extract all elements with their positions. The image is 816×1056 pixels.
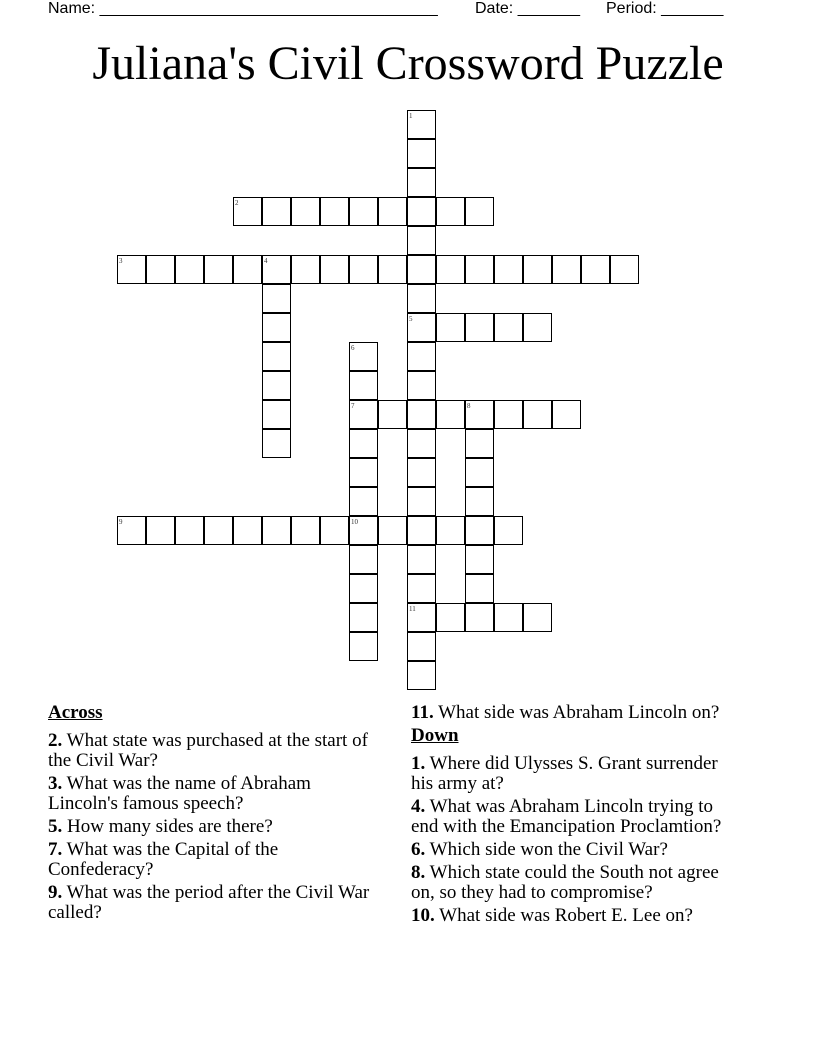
clues-right-column xyxy=(411,703,741,929)
clues-left-column xyxy=(48,703,378,926)
grid-cell[interactable] xyxy=(146,516,175,545)
grid-cell[interactable] xyxy=(465,487,494,516)
grid-cell[interactable] xyxy=(349,545,378,574)
grid-cell[interactable] xyxy=(407,661,436,690)
grid-cell[interactable] xyxy=(407,168,436,197)
clue-down-6 xyxy=(411,840,741,860)
clue-number: 1. xyxy=(411,753,426,774)
grid-cell[interactable] xyxy=(465,429,494,458)
grid-cell[interactable] xyxy=(262,429,291,458)
grid-cell[interactable] xyxy=(378,400,407,429)
clue-text: What side was Robert E. Lee on? xyxy=(439,905,693,926)
grid-cell[interactable] xyxy=(320,516,349,545)
clue-number: 10. xyxy=(411,905,435,926)
clue-down-10 xyxy=(411,906,741,926)
cell-number: 4 xyxy=(264,257,268,265)
clue-number: 11. xyxy=(411,702,434,723)
grid-cell[interactable] xyxy=(320,255,349,284)
grid-cell[interactable] xyxy=(262,284,291,313)
grid-cell[interactable] xyxy=(291,516,320,545)
grid-cell[interactable] xyxy=(465,574,494,603)
grid-cell[interactable] xyxy=(494,400,523,429)
clue-number: 9. xyxy=(48,882,63,903)
clue-across-2 xyxy=(48,731,378,771)
cell-number: 7 xyxy=(351,402,355,410)
cell-number: 3 xyxy=(119,257,123,265)
grid-cell[interactable] xyxy=(262,371,291,400)
clue-number: 4. xyxy=(411,796,426,817)
grid-cell[interactable] xyxy=(291,197,320,226)
cell-number: 6 xyxy=(351,344,355,352)
grid-cell[interactable] xyxy=(291,255,320,284)
cell-number: 10 xyxy=(351,518,358,526)
grid-cell[interactable] xyxy=(552,255,581,284)
grid-cell[interactable] xyxy=(407,400,436,429)
grid-cell[interactable] xyxy=(523,313,552,342)
grid-cell[interactable] xyxy=(523,400,552,429)
clue-text: What state was purchased at the start of the Civil War? xyxy=(48,730,368,771)
cell-number: 1 xyxy=(409,112,413,120)
clue-across-9 xyxy=(48,883,378,923)
grid-cell[interactable] xyxy=(581,255,610,284)
grid-cell[interactable] xyxy=(465,603,494,632)
grid-cell[interactable] xyxy=(465,197,494,226)
grid-cell[interactable] xyxy=(610,255,639,284)
clue-number: 2. xyxy=(48,730,63,751)
grid-cell[interactable] xyxy=(407,371,436,400)
clue-number: 6. xyxy=(411,839,426,860)
grid-cell[interactable] xyxy=(494,603,523,632)
grid-cell[interactable] xyxy=(349,429,378,458)
clue-text: What was the name of Abraham Lincoln's famous speech? xyxy=(48,773,311,814)
grid-cell[interactable] xyxy=(233,255,262,284)
clue-text: How many sides are there? xyxy=(67,816,273,837)
grid-cell[interactable] xyxy=(436,255,465,284)
grid-cell[interactable] xyxy=(146,255,175,284)
grid-cell[interactable] xyxy=(262,516,291,545)
grid-cell[interactable] xyxy=(407,255,436,284)
grid-cell[interactable] xyxy=(407,516,436,545)
grid-cell[interactable] xyxy=(552,400,581,429)
clue-text: What was Abraham Lincoln trying to end with the Emancipation Proclamtion? xyxy=(411,796,722,837)
grid-cell[interactable] xyxy=(204,516,233,545)
grid-cell[interactable] xyxy=(407,429,436,458)
cell-number: 8 xyxy=(467,402,471,410)
name-field[interactable]: Name: ______________________________________ xyxy=(48,0,438,17)
grid-cell[interactable] xyxy=(407,139,436,168)
cell-number: 2 xyxy=(235,199,239,207)
grid-cell[interactable] xyxy=(465,516,494,545)
grid-cell[interactable] xyxy=(349,458,378,487)
grid-cell[interactable] xyxy=(436,516,465,545)
clue-text: Where did Ulysses S. Grant surrender his army at? xyxy=(411,753,718,794)
clue-text: What was the period after the Civil War called? xyxy=(48,882,370,923)
grid-cell[interactable] xyxy=(465,458,494,487)
grid-cell[interactable] xyxy=(407,197,436,226)
across-heading: Across xyxy=(48,702,103,723)
grid-cell[interactable] xyxy=(494,313,523,342)
grid-cell[interactable] xyxy=(204,255,233,284)
clue-number: 5. xyxy=(48,816,63,837)
clue-text: Which side won the Civil War? xyxy=(429,839,668,860)
cell-number: 9 xyxy=(119,518,123,526)
grid-cell[interactable] xyxy=(407,458,436,487)
clue-down-4 xyxy=(411,797,741,837)
grid-cell[interactable] xyxy=(262,342,291,371)
grid-cell[interactable] xyxy=(494,516,523,545)
period-field[interactable]: Period: _______ xyxy=(606,0,724,17)
grid-cell[interactable] xyxy=(407,574,436,603)
clue-text: Which state could the South not agree on, so they had to compromise? xyxy=(411,862,719,903)
grid-cell[interactable] xyxy=(465,313,494,342)
grid-cell[interactable] xyxy=(436,603,465,632)
grid-cell[interactable] xyxy=(175,255,204,284)
clue-text: What was the Capital of the Confederacy? xyxy=(48,839,279,880)
grid-cell[interactable] xyxy=(494,255,523,284)
page-title: Juliana's Civil Crossword Puzzle xyxy=(92,37,724,90)
grid-cell[interactable] xyxy=(378,197,407,226)
grid-cell[interactable] xyxy=(349,255,378,284)
grid-cell[interactable] xyxy=(523,603,552,632)
grid-cell[interactable] xyxy=(349,371,378,400)
grid-cell[interactable] xyxy=(349,603,378,632)
cell-number: 11 xyxy=(409,605,416,613)
clue-across-5 xyxy=(48,817,378,837)
grid-cell[interactable] xyxy=(436,313,465,342)
grid-cell[interactable] xyxy=(407,632,436,661)
clue-text: What side was Abraham Lincoln on? xyxy=(438,702,720,723)
clue-down-8 xyxy=(411,863,741,903)
clue-down-1 xyxy=(411,754,741,794)
grid-cell[interactable] xyxy=(349,574,378,603)
grid-cell[interactable] xyxy=(436,197,465,226)
grid-cell[interactable] xyxy=(349,487,378,516)
grid-cell[interactable] xyxy=(436,400,465,429)
grid-cell[interactable] xyxy=(378,255,407,284)
grid-cell[interactable] xyxy=(465,545,494,574)
grid-cell[interactable] xyxy=(407,487,436,516)
down-heading: Down xyxy=(411,725,459,746)
cell-number: 5 xyxy=(409,315,413,323)
grid-cell[interactable] xyxy=(349,197,378,226)
grid-cell[interactable] xyxy=(407,342,436,371)
clue-number: 8. xyxy=(411,862,426,883)
grid-cell[interactable] xyxy=(523,255,552,284)
grid-cell[interactable] xyxy=(407,226,436,255)
grid-cell[interactable] xyxy=(262,197,291,226)
clue-across-7 xyxy=(48,840,378,880)
clue-across-3 xyxy=(48,774,378,814)
grid-cell[interactable] xyxy=(378,516,407,545)
grid-cell[interactable] xyxy=(407,284,436,313)
grid-cell[interactable] xyxy=(349,632,378,661)
grid-cell[interactable] xyxy=(262,400,291,429)
grid-cell[interactable] xyxy=(233,516,262,545)
grid-cell[interactable] xyxy=(407,545,436,574)
grid-cell[interactable] xyxy=(175,516,204,545)
clue-across-11 xyxy=(411,703,741,723)
grid-cell[interactable] xyxy=(320,197,349,226)
grid-cell[interactable] xyxy=(262,313,291,342)
grid-cell[interactable] xyxy=(465,255,494,284)
clue-number: 7. xyxy=(48,839,63,860)
date-field[interactable]: Date: _______ xyxy=(475,0,580,17)
clue-number: 3. xyxy=(48,773,63,794)
